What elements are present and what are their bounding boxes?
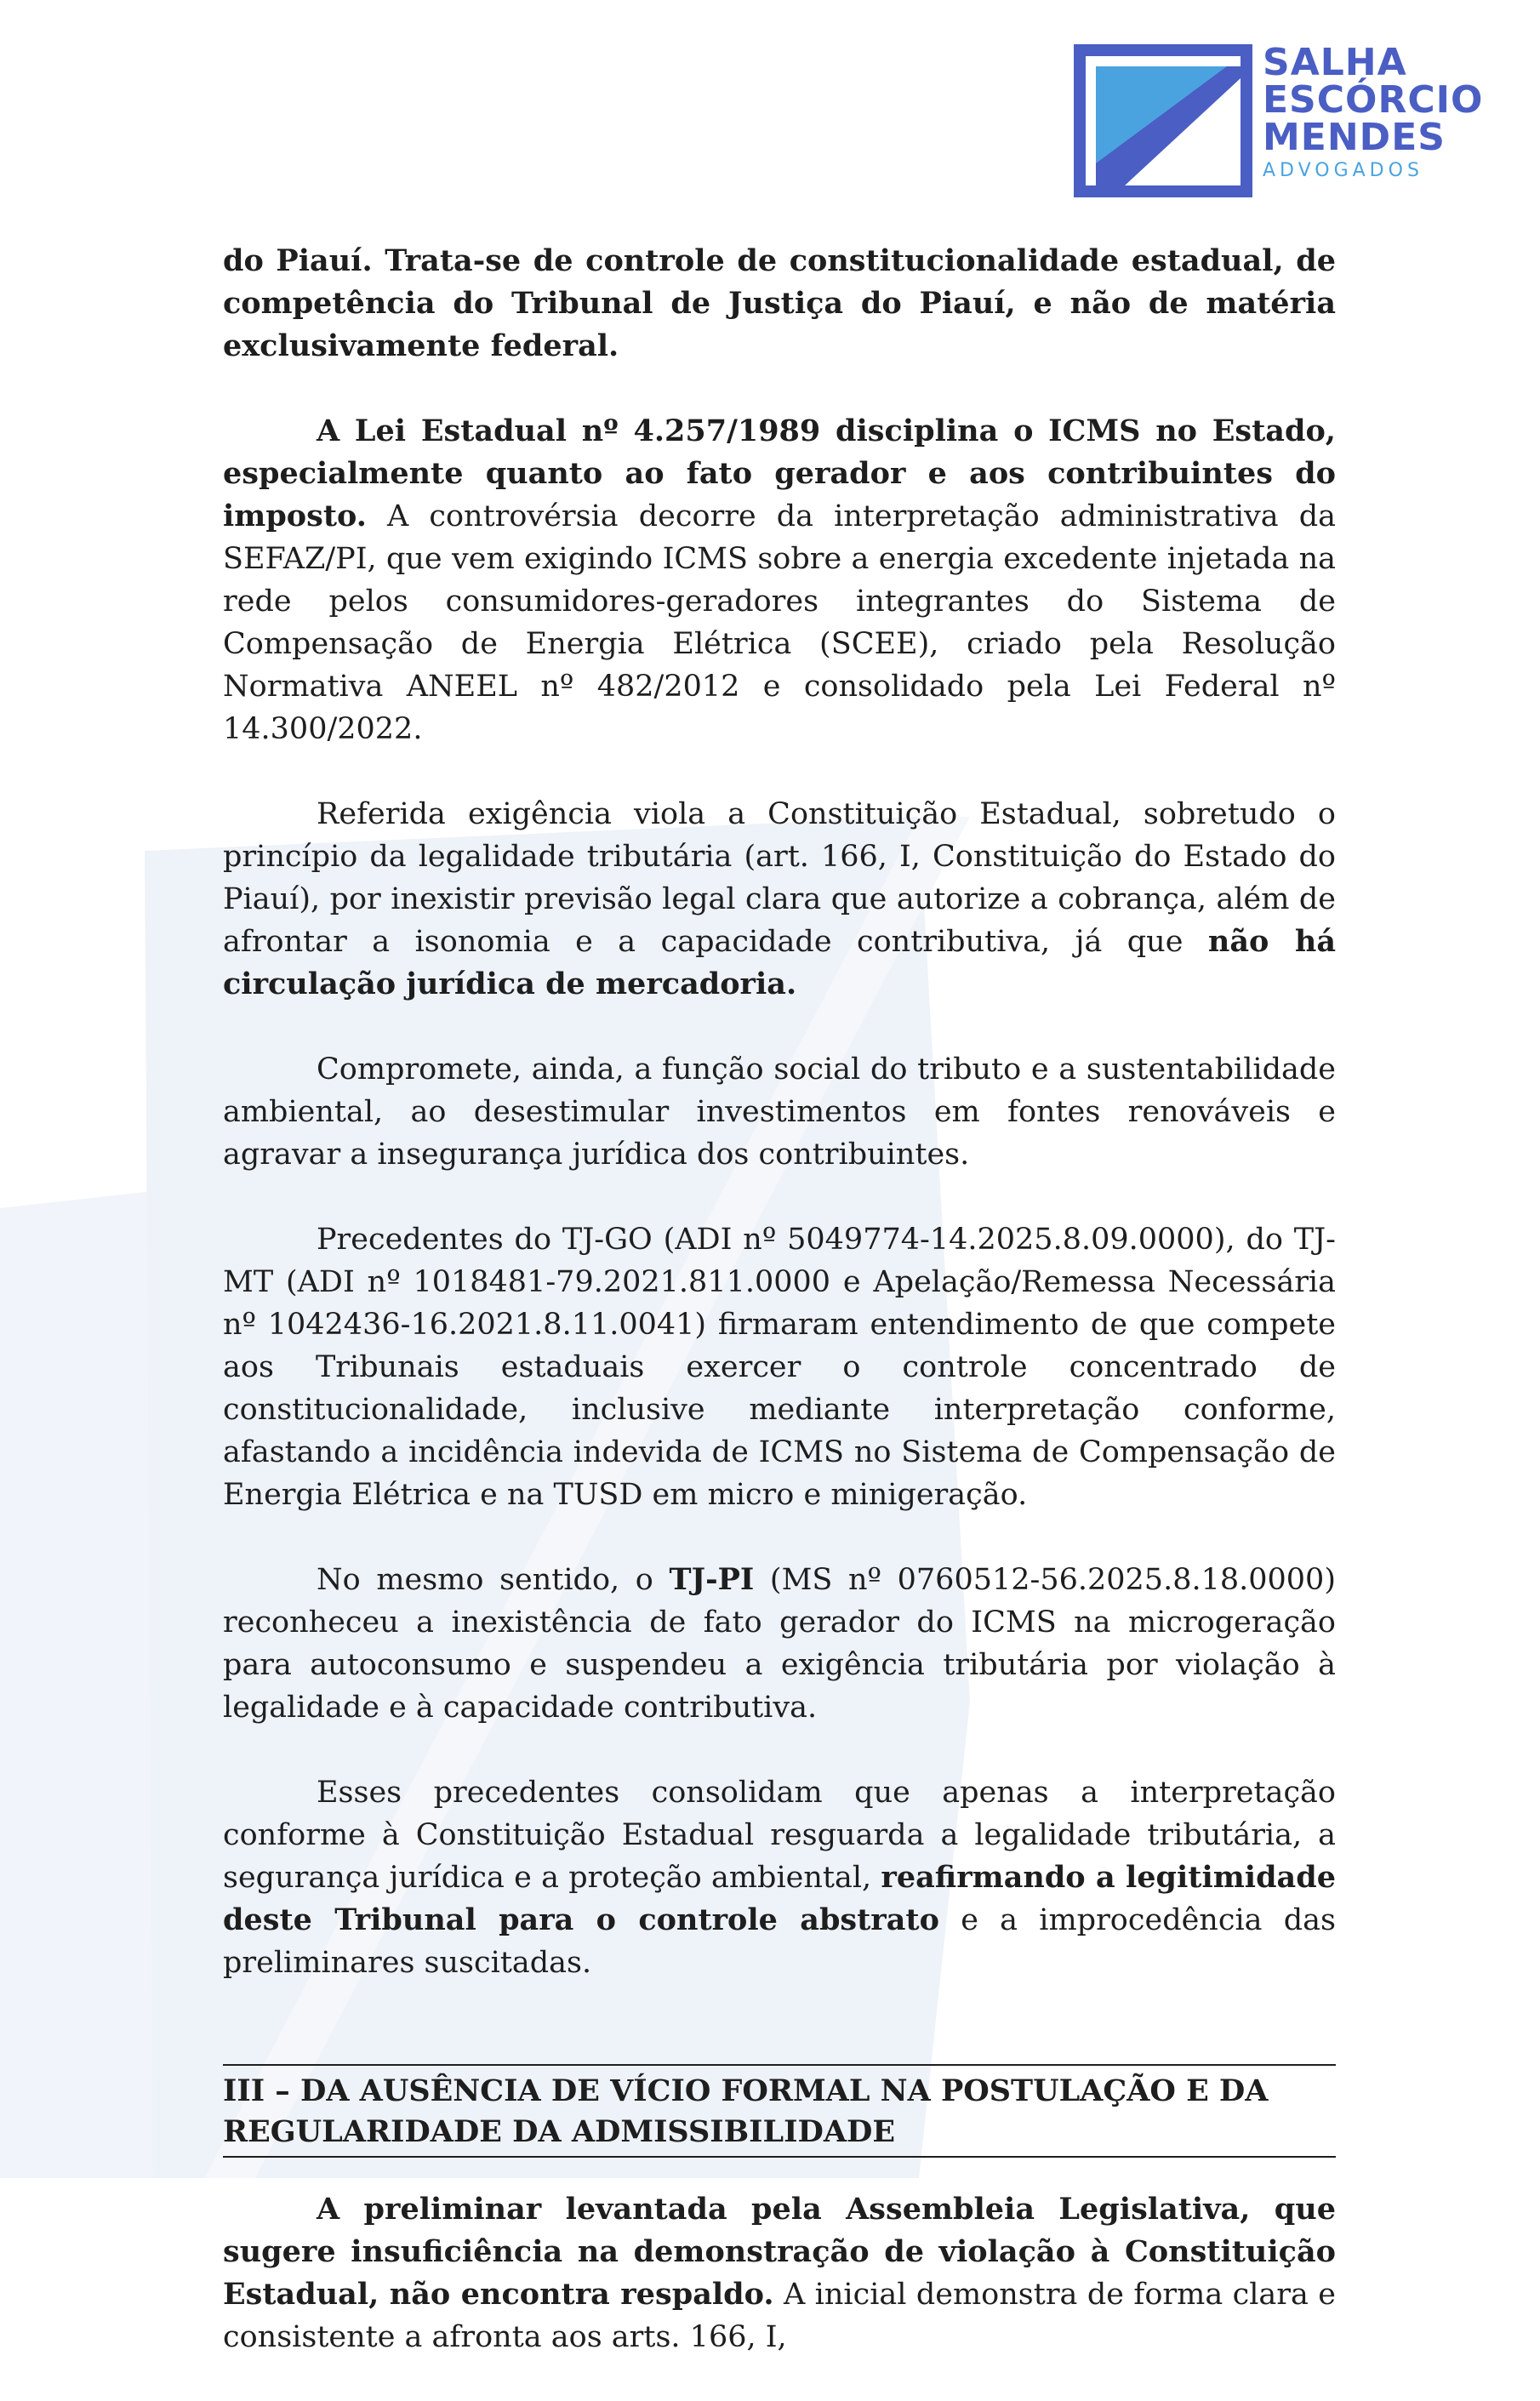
logo-subtitle: ADVOGADOS	[1263, 160, 1423, 181]
document-body	[223, 240, 1336, 2401]
logo-wordmark	[1263, 41, 1484, 181]
paragraph-5: Precedentes do TJ-GO (ADI nº 5049774-14.2025.8.09.0000), do TJ-MT (ADI nº 1018481-79.2021.811.0000 e Apelação/Remessa Necessária nº 1042436-16.2021.8.11.0041) firmaram entendimento de que compete aos Tribunais estaduais exercer o controle concentrado de constitucionalidade, inclusive mediante interpretação conforme, afastando a incidência indevida de ICMS no Sistema de Compensação de Energia Elétrica e na TUSD em micro e minigeração.	[223, 1223, 1336, 1512]
logo-line-mendes: MENDES	[1263, 116, 1446, 159]
logo-line-escorcio: ESCÓRCIO	[1263, 78, 1484, 122]
logo-mark-icon	[1074, 44, 1252, 197]
paragraph-3-bold: não há circulação jurídica de mercadoria.	[223, 924, 1336, 1001]
section-heading: III – DA AUSÊNCIA DE VÍCIO FORMAL NA POSTULAÇÃO E DA REGULARIDADE DA ADMISSIBILIDADE	[223, 2064, 1336, 2158]
paragraph-2	[223, 410, 1336, 750]
logo-line-salha: SALHA	[1263, 41, 1407, 84]
paragraph-7-text-rest: e a improcedência das preliminares suscitadas.	[223, 1903, 1337, 1980]
paragraph-1-bold: do Piauí. Trata-se de controle de constitucionalidade estadual, de competência do Tribunal de Justiça do Piauí, e não de matéria exclusivamente federal.	[223, 243, 1336, 363]
paragraph-6-text: No mesmo sentido, o	[317, 1563, 670, 1597]
watermark-shape-left	[0, 1191, 170, 2178]
paragraph-7-bold: reafirmando a legitimidade deste Tribunal para o controle abstrato	[223, 1860, 1336, 1937]
paragraph-7	[223, 1771, 1336, 1984]
paragraph-3-text: Referida exigência viola a Constituição Estadual, sobretudo o princípio da legalidade tributária (art. 166, I, Constituição do Estado do Piauí), por inexistir previsão legal clara que autorize a cobrança, além de afrontar a isonomia e a capacidade contributiva, já que	[223, 797, 1336, 959]
paragraph-8-bold: A preliminar levantada pela Assembleia Legislativa, que sugere insuficiência na demonstração de violação à Constituição Estadual, não encontra respaldo.	[223, 2192, 1336, 2312]
paragraph-2-text: A controvérsia decorre da interpretação administrativa da SEFAZ/PI, que vem exigindo ICMS sobre a energia excedente injetada na rede pelos consumidores-geradores integrantes do Sistema de Compensação de Energia Elétrica (SCEE), criado pela Resolução Normativa ANEEL nº 482/2012 e consolidado pela Lei Federal nº 14.300/2022.	[223, 499, 1336, 746]
paragraph-2-bold: A Lei Estadual nº 4.257/1989 disciplina o ICMS no Estado, especialmente quanto ao fato gerador e aos contribuintes do imposto.	[223, 413, 1336, 533]
paragraph-4: Compromete, ainda, a função social do tributo e a sustentabilidade ambiental, ao desestimular investimentos em fontes renováveis e agravar a insegurança jurídica dos contribuintes.	[223, 1052, 1336, 1172]
paragraph-6	[223, 1559, 1336, 1729]
paragraph-3	[223, 793, 1336, 1006]
paragraph-8	[223, 2188, 1336, 2358]
paragraph-6-bold: TJ-PI	[669, 1562, 755, 1597]
firm-logo	[1074, 41, 1499, 202]
paragraph-8-text: A inicial demonstra de forma clara e consistente a afronta aos arts. 166, I,	[223, 2278, 1336, 2354]
paragraph-6-text-rest: (MS nº 0760512-56.2025.8.18.0000) reconheceu a inexistência de fato gerador do ICMS na microgeração para autoconsumo e suspendeu a exigência tributária por violação à legalidade e à capacidade contributiva.	[223, 1563, 1336, 1725]
paragraph-1	[223, 240, 1336, 368]
paragraph-7-text: Esses precedentes consolidam que apenas a interpretação conforme à Constituição Estadual resguarda a legalidade tributária, a segurança jurídica e a proteção ambiental,	[223, 1776, 1336, 1895]
